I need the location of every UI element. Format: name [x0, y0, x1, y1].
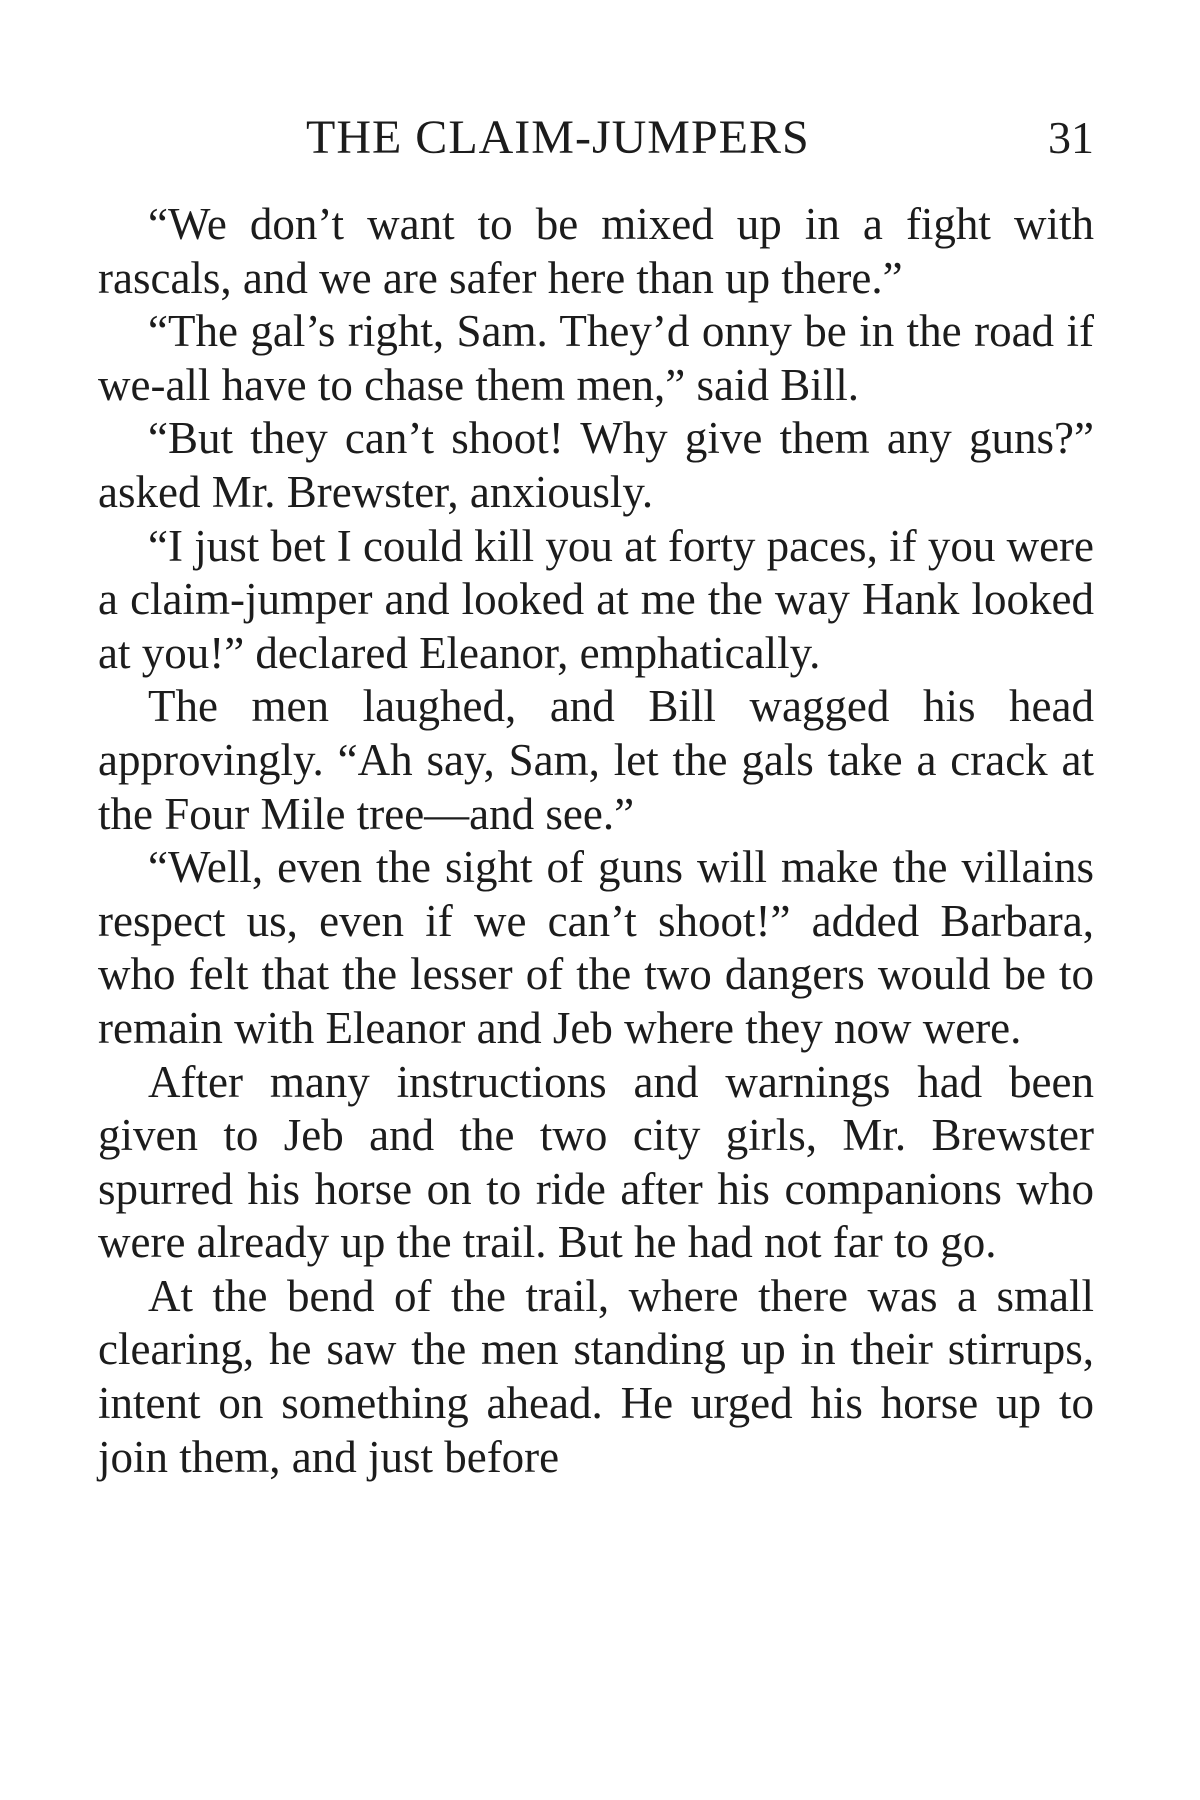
paragraph: “Well, even the sight of guns will make the villains respect us, even if we can’t shoot!” added Barbara, who felt that the lesser of the two dangers would be to remain with Eleanor and Jeb where they now were. [98, 842, 1094, 1053]
paragraph: After many instructions and warnings had been given to Jeb and the two city girls, Mr. Brewster spurred his horse on to ride after his companions who were already up the trail. But he had not far to go. [98, 1056, 1094, 1268]
chapter-title: THE CLAIM-JUMPERS [306, 111, 810, 164]
paragraph: “But they can’t shoot! Why give them any guns?” asked Mr. Brewster, anxiously. [98, 413, 1094, 517]
paragraph: “We don’t want to be mixed up in a fight with rascals, and we are safer here than up there.” [98, 199, 1094, 303]
body-text [98, 198, 1094, 1484]
paragraph: “I just bet I could kill you at forty paces, if you were a claim-jumper and looked at me the way Hank looked at you!” declared Eleanor, emphatically. [98, 520, 1094, 678]
paragraph: The men laughed, and Bill wagged his head approvingly. “Ah say, Sam, let the gals take a crack at the Four Mile tree—and see.” [98, 681, 1094, 839]
page-number: 31 [1048, 112, 1094, 163]
paragraph: At the bend of the trail, where there was a small clearing, he saw the men standing up in their stirrups, intent on something ahead. He urged his horse up to join them, and just before [98, 1270, 1094, 1482]
paragraph: “The gal’s right, Sam. They’d onny be in the road if we-all have to chase them men,” said Bill. [98, 306, 1094, 410]
running-head [98, 108, 1094, 168]
